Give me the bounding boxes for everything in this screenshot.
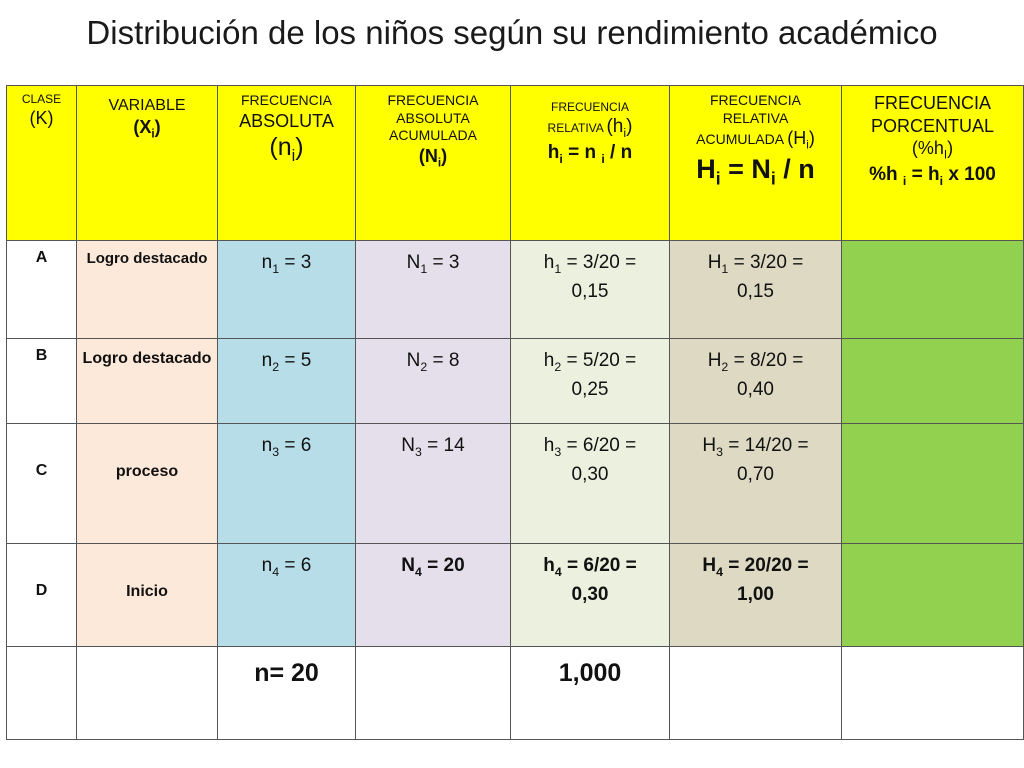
cell-empty: [7, 647, 77, 740]
cell-empty: [77, 647, 218, 740]
total-h: 1,000: [511, 647, 670, 740]
cell-frecuencia-acumulada: $N_4 = 20$: [356, 544, 511, 647]
cell-frecuencia-absoluta: $n_1 = 3$: [218, 241, 356, 339]
cell-frecuencia-relativa-acumulada: $H_2 = 8/20$ = 0,40: [670, 339, 842, 424]
header-frecuencia-absoluta-acumulada: FRECUENCIA ABSOLUTA ACUMULADA $(N_i)$: [356, 86, 511, 241]
header-row: [7, 86, 1024, 241]
header-frecuencia-porcentual: FRECUENCIA PORCENTUAL $(\%h_I)$ %h $_i = h_i$ x 100: [842, 86, 1024, 241]
cell-clase: D: [7, 544, 77, 647]
cell-frecuencia-relativa-acumulada: $H_1 = 3/20$ = 0,15: [670, 241, 842, 339]
total-n: n= 20: [218, 647, 356, 740]
cell-frecuencia-relativa: $h_1 = 3/20$ = 0,15: [511, 241, 670, 339]
cell-frecuencia-relativa-acumulada: $H_4 = 20/20$ = 1,00: [670, 544, 842, 647]
header-frecuencia-relativa: FRECUENCIA RELATIVA $(h_i)$ $h_i = n$ $_i$ / n: [511, 86, 670, 241]
cell-frecuencia-absoluta: $n_4 = 6$: [218, 544, 356, 647]
table-row: [7, 241, 1024, 339]
cell-frecuencia-porcentual: [842, 241, 1024, 339]
cell-variable: proceso: [77, 424, 218, 544]
header-frecuencia-absoluta: FRECUENCIA ABSOLUTA $(n_i)$: [218, 86, 356, 241]
cell-frecuencia-relativa: $h_4 = 6/20$ = 0,30: [511, 544, 670, 647]
cell-frecuencia-acumulada: $N_2 = 8$: [356, 339, 511, 424]
cell-clase: A: [7, 241, 77, 339]
totals-row: [7, 647, 1024, 740]
cell-empty: [670, 647, 842, 740]
table-row: [7, 424, 1024, 544]
cell-frecuencia-acumulada: $N_1 = 3$: [356, 241, 511, 339]
cell-variable: Logro destacado: [77, 241, 218, 339]
cell-empty: [356, 647, 511, 740]
frequency-table: [6, 85, 1024, 740]
cell-clase: C: [7, 424, 77, 544]
table-row: [7, 339, 1024, 424]
cell-frecuencia-absoluta: $n_3 = 6$: [218, 424, 356, 544]
header-clase: CLASE (K): [7, 86, 77, 241]
header-frecuencia-relativa-acumulada: FRECUENCIA RELATIVA ACUMULADA $(H_i)$ $H_i = N_i / n$: [670, 86, 842, 241]
cell-frecuencia-porcentual: [842, 424, 1024, 544]
cell-variable: Inicio: [77, 544, 218, 647]
cell-variable: Logro destacado: [77, 339, 218, 424]
cell-frecuencia-absoluta: $n_2 = 5$: [218, 339, 356, 424]
cell-frecuencia-relativa: $h_2 = 5/20$ = 0,25: [511, 339, 670, 424]
page-title: Distribución de los niños según su rendimiento académico: [86, 14, 938, 51]
cell-clase: B: [7, 339, 77, 424]
header-variable: VARIABLE $(X_i)$: [77, 86, 218, 241]
table-row: [7, 544, 1024, 647]
cell-frecuencia-relativa-acumulada: $H_3 = 14/20$ = 0,70: [670, 424, 842, 544]
cell-frecuencia-acumulada: $N_3 = 14$: [356, 424, 511, 544]
cell-frecuencia-porcentual: [842, 544, 1024, 647]
cell-frecuencia-porcentual: [842, 339, 1024, 424]
cell-frecuencia-relativa: $h_3 = 6/20$ = 0,30: [511, 424, 670, 544]
cell-empty: [842, 647, 1024, 740]
